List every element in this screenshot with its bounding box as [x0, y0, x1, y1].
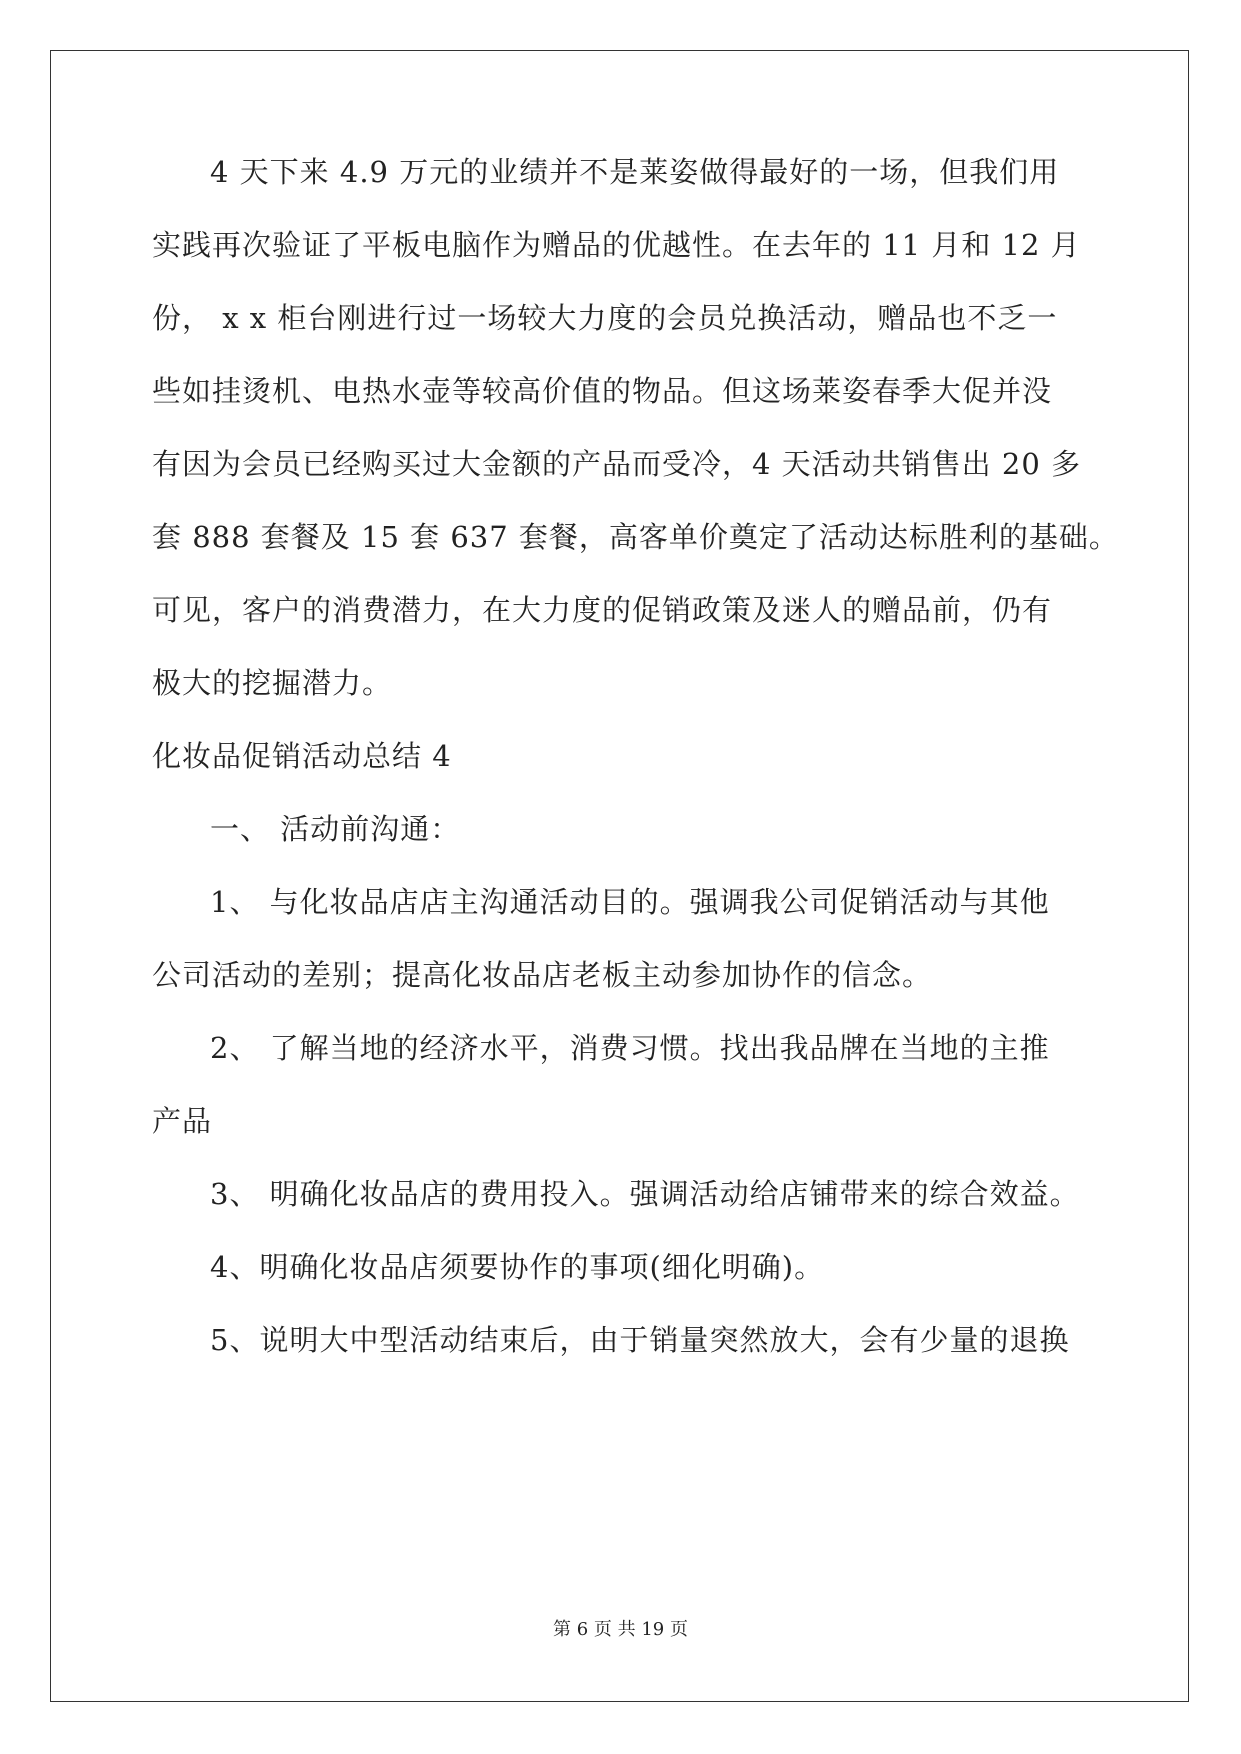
paragraph-line: 份， x x 柜台刚进行过一场较大力度的会员兑换活动，赠品也不乏一: [152, 301, 1058, 335]
paragraph-line: 可见，客户的消费潜力，在大力度的促销政策及迷人的赠品前，仍有: [152, 593, 1053, 627]
list-item-2: 2、 了解当地的经济水平，消费习惯。找出我品牌在当地的主推: [210, 1031, 1050, 1065]
list-item-3: 3、 明确化妆品店的费用投入。强调活动给店铺带来的综合效益。: [210, 1177, 1080, 1211]
list-item-4: 4、明确化妆品店须要协作的事项(细化明确)。: [210, 1250, 825, 1284]
list-item-1-continuation: 公司活动的差别；提高化妆品店老板主动参加协作的信念。: [152, 958, 933, 992]
paragraph-line: 有因为会员已经购买过大金额的产品而受冷，4 天活动共销售出 20 多: [152, 447, 1082, 481]
page-number-footer: 第 6 页 共 19 页: [553, 1619, 688, 1640]
paragraph-line: 极大的挖掘潜力。: [152, 666, 393, 700]
paragraph-line: 些如挂烫机、电热水壶等较高价值的物品。但这场莱姿春季大促并没: [152, 374, 1053, 408]
paragraph-line: 实践再次验证了平板电脑作为赠品的优越性。在去年的 11 月和 12 月: [152, 228, 1081, 262]
list-item-5: 5、说明大中型活动结束后，由于销量突然放大，会有少量的退换: [210, 1323, 1070, 1357]
page-border: [50, 50, 1189, 1702]
list-item-1: 1、 与化妆品店店主沟通活动目的。强调我公司促销活动与其他: [210, 885, 1050, 919]
paragraph-line: 4 天下来 4.9 万元的业绩并不是莱姿做得最好的一场，但我们用: [210, 155, 1060, 189]
section-title: 化妆品促销活动总结 4: [152, 739, 452, 773]
paragraph-line: 套 888 套餐及 15 套 637 套餐，高客单价奠定了活动达标胜利的基础。: [152, 520, 1119, 554]
list-item-2-continuation: 产品: [152, 1104, 213, 1138]
subheading: 一、 活动前沟通：: [210, 812, 461, 846]
